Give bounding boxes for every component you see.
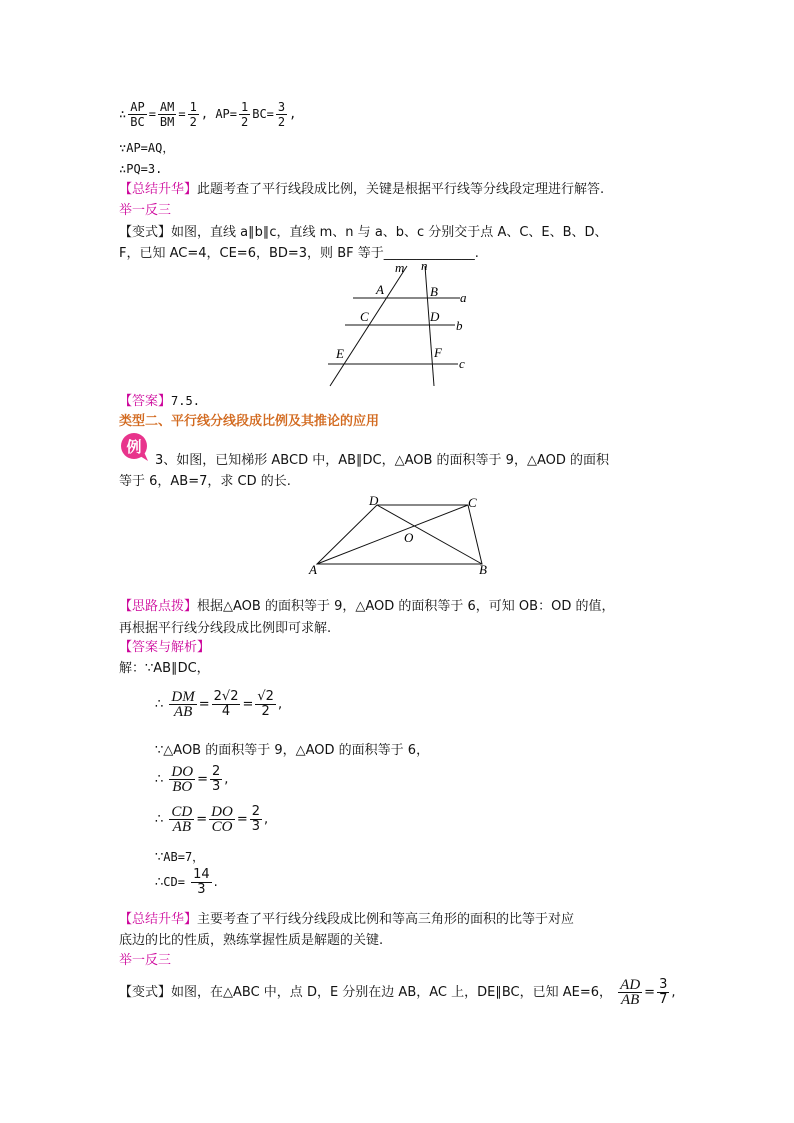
answer-label: 【答案】 [119, 394, 172, 409]
therefore: ∴ [155, 697, 164, 712]
trapezoid-figure [305, 492, 500, 577]
summary-2-line2: 底边的比的性质，熟练掌握性质是解题的关键. [119, 933, 384, 948]
label-C: C [360, 309, 369, 324]
practice-heading-2: 举一反三 [119, 953, 172, 968]
frac-den: BM [159, 115, 175, 129]
period: . [213, 875, 218, 890]
frac-den: BC [130, 115, 145, 129]
label-D: D [369, 493, 379, 508]
frac-num: CD [171, 804, 193, 820]
because: ∵ [155, 743, 164, 758]
fraction-ad-ab [618, 978, 642, 1007]
frac-den: 3 [212, 779, 221, 794]
fraction-sqrt2-2 [255, 690, 276, 719]
frac-den: AB [172, 819, 191, 835]
label-D: D [430, 309, 440, 324]
ab-7-text: AB=7， [163, 850, 205, 864]
summary-label: 【总结升华】 [119, 182, 198, 197]
ap-aq-line: ∵AP=AQ， [119, 141, 175, 155]
summary-label: 【总结升华】 [119, 912, 198, 927]
comma: , [224, 772, 229, 787]
fraction-three-halves [276, 100, 287, 129]
equals: = [198, 697, 210, 712]
variant-label: 【变式】 [119, 985, 172, 1000]
equals: = [197, 772, 208, 787]
bc-eq: BC= [252, 107, 274, 121]
area-given-text: △AOB 的面积等于 9，△AOD 的面积等于 6， [163, 743, 430, 758]
ab-7-line [155, 848, 204, 867]
hint-line1 [119, 598, 614, 616]
therefore: ∴ [155, 875, 164, 890]
answer-1 [119, 392, 200, 411]
variant-2-line [119, 978, 675, 1007]
label-A: A [376, 282, 384, 297]
frac-den: AB [620, 992, 640, 1008]
fraction-14-3 [191, 868, 212, 897]
summary-1 [119, 181, 604, 199]
hint-line2: 再根据平行线分线段成比例即可求解. [119, 621, 332, 636]
equals: = [236, 812, 248, 827]
summary-text: 此题考查了平行线段成比例，关键是根据平行线等分线段定理进行解答. [197, 182, 605, 197]
example-3-line2: 等于 6，AB=7，求 CD 的长. [119, 474, 291, 489]
section-2-heading: 类型二、平行线分线段成比例及其推论的应用 [119, 414, 380, 429]
practice-heading-1: 举一反三 [119, 203, 172, 218]
variant-label: 【变式】 [119, 225, 172, 240]
frac-num: 3 [659, 977, 668, 992]
frac-den: 2 [189, 115, 197, 129]
frac-den: 7 [659, 992, 668, 1007]
fraction-ap-bc [128, 100, 146, 129]
solution-label: 【答案与解析】 [119, 640, 211, 655]
equals: = [148, 107, 156, 121]
pq-line: ∴PQ=3. [119, 162, 163, 176]
label-C: C [468, 495, 477, 510]
frac-num: AD [620, 977, 641, 993]
label-O: O [404, 530, 414, 545]
variant-1-line2: F，已知 AC=4，CE=6，BD=3，则 BF 等于______________. [119, 246, 479, 261]
summary-text: 主要考查了平行线分线段成比例和等高三角形的面积的比等于对应 [197, 912, 575, 927]
comma: , [671, 985, 676, 1000]
label-E: E [336, 346, 344, 361]
hint-label: 【思路点拨】 [119, 599, 198, 614]
fraction-do-co [209, 805, 235, 834]
label-F: F [434, 345, 442, 360]
because: ∵ [155, 850, 164, 865]
dm-ab-line [155, 690, 282, 719]
fraction-am-bm [158, 100, 176, 129]
frac-num: DM [171, 689, 195, 705]
therefore: ∴ [155, 772, 164, 787]
comma: , [277, 697, 283, 712]
label-m: m [395, 260, 405, 275]
example-3-line1: 3、如图，已知梯形 ABCD 中，AB∥DC，△AOB 的面积等于 9，△AOD 的面积 [155, 453, 609, 468]
frac-den: 2 [241, 115, 249, 129]
frac-den: 3 [197, 882, 206, 897]
example-badge-icon [120, 432, 150, 462]
solution-start: 解：∵AB∥DC， [119, 661, 210, 676]
label-B: B [479, 562, 487, 577]
frac-den: AB [173, 704, 193, 720]
cd-eq: CD= [163, 875, 185, 889]
summary-2-line1 [119, 911, 574, 929]
frac-den: 3 [251, 819, 261, 834]
fraction-2-3 [210, 765, 222, 794]
do-bo-line [155, 765, 228, 794]
fraction-dm-ab [169, 690, 196, 719]
frac-num: 1 [189, 100, 197, 114]
fraction-3-7 [657, 978, 669, 1007]
label-c: c [459, 356, 465, 371]
frac-den: BO [172, 779, 193, 795]
area-given-line [155, 742, 429, 760]
variant-text: 如图，直线 a∥b∥c，直线 m、n 与 a、b、c 分别交于点 A、C、E、B、D、 [171, 225, 608, 240]
cd-ab-line [155, 805, 268, 834]
frac-num: AM [159, 100, 175, 114]
frac-num: AP [130, 100, 145, 114]
variant-text: 如图，在△ABC 中，点 D，E 分别在边 AB，AC 上，DE∥BC，已知 AE=6， [171, 985, 613, 1000]
frac-num: 3 [277, 100, 286, 114]
comma: , [264, 812, 269, 827]
trapezoid-outline [317, 505, 482, 564]
frac-num: 2 [251, 804, 261, 819]
equals: = [178, 107, 186, 121]
line-m [330, 266, 407, 386]
frac-num: 2√2 [213, 689, 239, 704]
therefore: ∴ [155, 812, 164, 827]
frac-num: DO [211, 804, 233, 820]
label-A: A [309, 562, 317, 577]
frac-num: 14 [193, 867, 210, 882]
fraction-cd-ab [169, 805, 194, 834]
variant-1-line1 [119, 224, 608, 242]
equals: = [644, 985, 656, 1000]
cd-result-line [155, 868, 218, 897]
label-n: n [421, 258, 428, 273]
therefore-symbol: ∴ [119, 107, 127, 121]
frac-den: 2 [261, 704, 270, 719]
comma: , [289, 107, 297, 121]
badge-text: 例 [126, 438, 142, 456]
label-b: b [456, 318, 463, 333]
ap-eq: AP= [215, 107, 237, 121]
frac-den: 2 [277, 115, 286, 129]
equals: = [196, 812, 208, 827]
frac-num: √2 [257, 689, 274, 704]
fraction-half-2 [239, 100, 250, 129]
frac-num: 2 [212, 764, 221, 779]
comma: , [200, 107, 209, 121]
frac-den: CO [211, 819, 233, 835]
hint-text: 根据△AOB 的面积等于 9，△AOD 的面积等于 6，可知 OB：OD 的值， [197, 599, 615, 614]
fraction-do-bo [169, 765, 195, 794]
label-a: a [460, 290, 467, 305]
parallel-lines-figure [320, 258, 480, 388]
fraction-half [188, 100, 199, 129]
label-B: B [430, 284, 438, 299]
fraction-2sqrt2-4 [212, 690, 241, 719]
ratio-line [119, 100, 296, 129]
answer-value: 7.5. [171, 394, 200, 408]
equals: = [242, 697, 254, 712]
fraction-2-3-b [250, 805, 262, 834]
frac-num: 1 [241, 100, 249, 114]
frac-den: 4 [221, 704, 231, 719]
frac-num: DO [171, 764, 194, 780]
